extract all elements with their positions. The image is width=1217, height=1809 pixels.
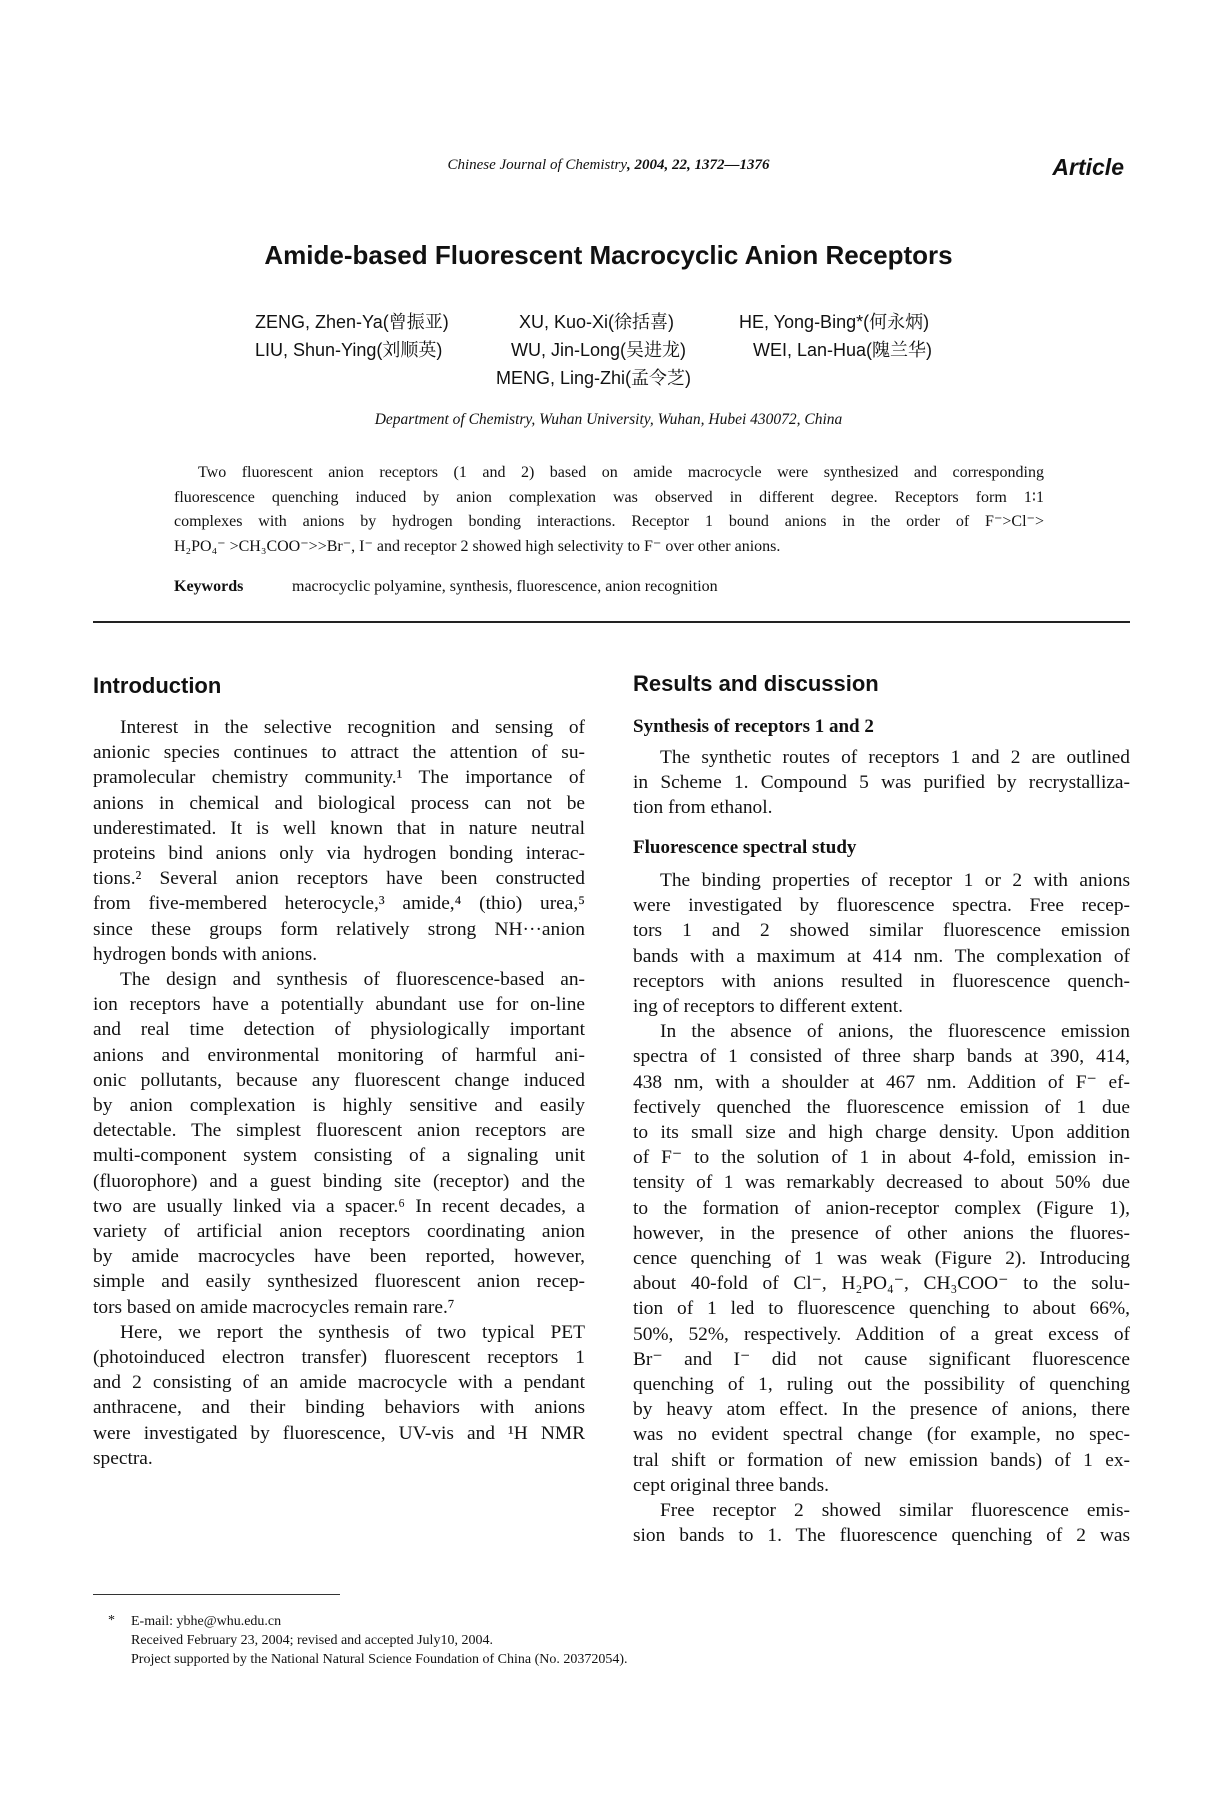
- text-line: 50%, 52%, respectively. Addition of a great excess of: [633, 1323, 1130, 1345]
- synthesis-body: [633, 745, 1130, 821]
- author: MENG, Ling-Zhi(孟令芝): [496, 368, 692, 388]
- citation-details: , 2004, 22, 1372—1376: [627, 157, 770, 173]
- author: WU, Jin-Long(吴进龙): [511, 340, 687, 360]
- paragraph: [174, 461, 1044, 559]
- text-line: H₂PO₄⁻ >CH₃COO⁻>>Br⁻, I⁻ and receptor 2 showed high selectivity to F⁻ over other anions.: [174, 537, 781, 555]
- text-line: anionic species continues to attract the attention of su-: [93, 742, 585, 764]
- journal-citation: [0, 157, 1217, 174]
- author: WEI, Lan-Hua(隗兰华): [753, 340, 933, 360]
- paragraph: [93, 967, 585, 1320]
- section-heading-results: Results and discussion: [633, 671, 879, 696]
- text-line: since these groups form relatively strong NH···anion: [93, 918, 585, 940]
- text-line: tensity of 1 was remarkably decreased to about 50% due: [633, 1172, 1130, 1194]
- footnote-received: Received February 23, 2004; revised and accepted July10, 2004.: [131, 1633, 493, 1648]
- paper-title: Amide-based Fluorescent Macrocyclic Anion Receptors: [264, 240, 953, 270]
- text-line: were investigated by fluorescence spectra. Free recep-: [633, 895, 1130, 917]
- text-line: spectra of 1 consisted of three sharp bands at 390, 414,: [633, 1046, 1130, 1068]
- text-line: two are usually linked via a spacer.⁶ In recent decades, a: [93, 1195, 585, 1217]
- text-line: Free receptor 2 showed similar fluorescence emis-: [660, 1500, 1130, 1522]
- corresponding-author-marker: *: [108, 1613, 115, 1628]
- text-line: tion of 1 led to fluorescence quenching to about 66%,: [633, 1298, 1130, 1320]
- keywords: [174, 578, 718, 596]
- paragraph: [633, 1019, 1130, 1498]
- text-line: anions and environmental monitoring of harmful ani-: [93, 1044, 585, 1066]
- text-line: quenching of 1, ruling out the possibility of quenching: [633, 1374, 1130, 1396]
- text-line: from five-membered heterocycle,³ amide,⁴ (thio) urea,⁵: [93, 893, 585, 915]
- text-line: about 40-fold of Cl⁻, H₂PO₄⁻, CH₃COO⁻ to the solu-: [633, 1273, 1130, 1295]
- text-line: The design and synthesis of fluorescence-based an-: [120, 969, 585, 991]
- text-line: (fluorophore) and a guest binding site (receptor) and the: [93, 1170, 585, 1192]
- text-line: simple and easily synthesized fluorescent anion recep-: [93, 1271, 585, 1293]
- text-line: Br⁻ and I⁻ did not cause significant fluorescence: [633, 1348, 1130, 1370]
- text-line: was no evident spectral change (for example, no spec-: [633, 1424, 1130, 1446]
- author: ZENG, Zhen-Ya(曾振亚): [255, 312, 449, 332]
- text-line: tors based on amide macrocycles remain rare.⁷: [93, 1296, 455, 1318]
- text-line: spectra.: [93, 1447, 153, 1469]
- text-line: underestimated. It is well known that in nature neutral: [93, 817, 585, 839]
- text-line: hydrogen bonds with anions.: [93, 943, 318, 965]
- subheading-synthesis: Synthesis of receptors 1 and 2: [633, 716, 874, 737]
- text-line: ing of receptors to different extent.: [633, 996, 903, 1018]
- text-line: 438 nm, with a shoulder at 467 nm. Addition of F⁻ ef-: [633, 1071, 1130, 1093]
- text-line: Here, we report the synthesis of two typical PET: [120, 1321, 585, 1343]
- text-line: by amide macrocycles have been reported, however,: [93, 1246, 585, 1268]
- paragraph: [633, 868, 1130, 1019]
- author: LIU, Shun-Ying(刘顺英): [255, 340, 443, 360]
- text-line: and 2 consisting of an amide macrocycle with a pendant: [93, 1372, 585, 1394]
- text-line: cept original three bands.: [633, 1474, 829, 1496]
- footnote-funding: Project supported by the National Natural Science Foundation of China (No. 20372054).: [131, 1652, 628, 1667]
- text-line: In the absence of anions, the fluorescence emission: [660, 1021, 1130, 1043]
- affiliation: Department of Chemistry, Wuhan University, Wuhan, Hubei 430072, China: [374, 411, 843, 428]
- text-line: in Scheme 1. Compound 5 was purified by recrystalliza-: [633, 772, 1130, 794]
- text-line: sion bands to 1. The fluorescence quenching of 2 was: [633, 1525, 1130, 1547]
- paragraph: [93, 715, 585, 967]
- text-line: detectable. The simplest fluorescent anion receptors are: [93, 1120, 585, 1142]
- text-line: anions in chemical and biological process can not be: [93, 792, 585, 814]
- abstract: [174, 461, 1044, 559]
- text-line: tion from ethanol.: [633, 797, 773, 819]
- fluorescence-body: [633, 868, 1130, 1548]
- text-line: cence quenching of 1 was weak (Figure 2). Introducing: [633, 1248, 1130, 1270]
- keywords-label: Keywords: [174, 578, 244, 595]
- text-line: of F⁻ to the solution of 1 in about 4-fold, emission in-: [633, 1147, 1130, 1169]
- text-line: by heavy atom effect. In the presence of anions, there: [633, 1399, 1130, 1421]
- text-line: to the formation of anion-receptor complex (Figure 1),: [633, 1197, 1130, 1219]
- article-type-label: Article: [1052, 154, 1124, 180]
- text-line: onic pollutants, because any fluorescent change induced: [93, 1069, 585, 1091]
- text-line: Two fluorescent anion receptors (1 and 2) based on amide macrocycle were synthesized and corresponding: [198, 464, 1044, 481]
- paragraph: [93, 1320, 585, 1471]
- text-line: The binding properties of receptor 1 or 2 with anions: [660, 870, 1130, 891]
- keywords-text: macrocyclic polyamine, synthesis, fluorescence, anion recognition: [292, 578, 718, 595]
- subheading-fluorescence: Fluorescence spectral study: [633, 837, 857, 858]
- text-line: Interest in the selective recognition and sensing of: [120, 717, 585, 738]
- text-line: by anion complexation is highly sensitive and easily: [93, 1095, 585, 1117]
- text-line: (photoinduced electron transfer) fluorescent receptors 1: [93, 1347, 585, 1369]
- text-line: tors 1 and 2 showed similar fluorescence emission: [633, 920, 1130, 942]
- text-line: however, in the presence of other anions the fluores-: [633, 1222, 1130, 1244]
- text-line: to its small size and high charge density. Upon addition: [633, 1122, 1130, 1144]
- introduction-body: [93, 715, 585, 1471]
- text-line: bands with a maximum at 414 nm. The complexation of: [633, 945, 1130, 967]
- text-line: ion receptors have a potentially abundant use for on-line: [93, 994, 585, 1016]
- header-divider: [93, 621, 1130, 623]
- text-line: receptors with anions resulted in fluorescence quench-: [633, 970, 1130, 992]
- text-line: were investigated by fluorescence, UV-vis and ¹H NMR: [93, 1422, 585, 1444]
- text-line: fluorescence quenching induced by anion complexation was observed in different degree. Receptors form 1∶1: [174, 488, 1044, 506]
- text-line: tions.² Several anion receptors have been constructed: [93, 868, 585, 890]
- paragraph: [633, 745, 1130, 821]
- text-line: multi-component system consisting of a signaling unit: [93, 1145, 585, 1167]
- text-line: anthracene, and their binding behaviors with anions: [93, 1397, 585, 1419]
- text-line: complexes with anions by hydrogen bonding interactions. Receptor 1 bound anions in the order of F⁻>Cl⁻>: [174, 513, 1044, 530]
- author: HE, Yong-Bing*(何永炳): [739, 312, 930, 332]
- text-line: and real time detection of physiologically important: [93, 1019, 585, 1041]
- journal-name: Chinese Journal of Chemistry: [447, 157, 628, 173]
- text-line: proteins bind anions only via hydrogen bonding interac-: [93, 843, 585, 865]
- paragraph: [633, 1498, 1130, 1548]
- text-line: variety of artificial anion receptors coordinating anion: [93, 1221, 585, 1243]
- text-line: The synthetic routes of receptors 1 and 2 are outlined: [660, 747, 1130, 768]
- section-heading-introduction: Introduction: [93, 673, 222, 698]
- footnote-email: E-mail: ybhe@whu.edu.cn: [131, 1614, 282, 1629]
- text-line: fectively quenched the fluorescence emission of 1 due: [633, 1096, 1130, 1118]
- author: XU, Kuo-Xi(徐括喜): [519, 312, 675, 332]
- text-line: tral shift or formation of new emission bands) of 1 ex-: [633, 1449, 1130, 1471]
- footnote-divider: [93, 1594, 340, 1595]
- text-line: pramolecular chemistry community.¹ The importance of: [93, 767, 585, 789]
